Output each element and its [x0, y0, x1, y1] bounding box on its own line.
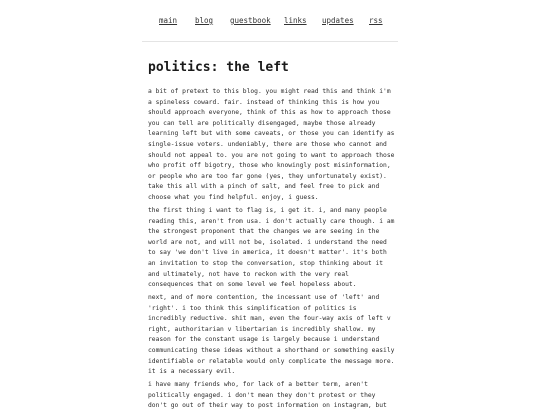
paragraph-line: politically engaged. i don't mean they don't protest or they	[148, 391, 376, 399]
paragraph-line: identifiable or relatable would only complicate the message more.	[148, 357, 395, 365]
paragraph-line: reading this, aren't from usa. i don't actually care though. i am	[148, 217, 395, 225]
post-paragraph	[148, 206, 394, 291]
paragraph-line: to say 'we don't live in america, it doesn't matter'. it's both	[148, 249, 387, 257]
paragraph-line: i have many friends who, for lack of a better term, aren't	[148, 381, 368, 388]
paragraph-line: single-issue voters. undeniably, there are those who cannot and	[148, 140, 387, 148]
paragraph-line: 'right'. i too think this simplification of politics is	[148, 304, 357, 312]
paragraph-line: consequences that on some level we feel hopeless about.	[148, 281, 357, 289]
paragraph-line: right, authoritarian v libertarian is incredibly shallow. my	[148, 325, 376, 333]
header-divider	[142, 41, 398, 42]
paragraph-line: learning left but with some caveats, or those you can identify as	[148, 130, 395, 138]
paragraph-line: next, and of more contention, the incessant use of 'left' and	[148, 294, 380, 301]
paragraph-line: an invitation to stop the conversation, stop thinking about it	[148, 259, 384, 267]
paragraph-line: a bit of pretext to this blog. you might read this and think i'm	[148, 88, 391, 95]
nav-link-rss[interactable]: rss	[369, 16, 383, 25]
post-paragraph	[148, 87, 394, 204]
paragraph-line: and ultimately, not have to reckon with the very real	[148, 270, 349, 278]
top-navigation	[0, 0, 540, 42]
paragraph-line: world are not, and will not be, isolated. i understand the need	[148, 238, 387, 246]
paragraph-line: you can tell are politically disengaged, maybe those already	[148, 119, 376, 127]
paragraph-line: don't go out of their way to post information on instagram, but	[148, 402, 387, 410]
post-title: politics: the left	[148, 60, 289, 75]
paragraph-line: take this all with a pinch of salt, and feel free to pick and	[148, 183, 380, 191]
paragraph-line: the strongest proponent that the changes we are seeing in the	[148, 228, 380, 236]
paragraph-line: incredibly reductive. shit man, even the four-way axis of left v	[148, 315, 391, 323]
nav-link-blog[interactable]: blog	[195, 16, 214, 25]
post-paragraph	[148, 293, 394, 378]
post-paragraph	[148, 380, 387, 412]
paragraph-line: or people who are too far gone (yes, they unfortunately exist).	[148, 172, 387, 180]
paragraph-line: reason for the constant usage is largely because i understand	[148, 336, 380, 344]
nav-link-guestbook[interactable]: guestbook	[230, 16, 271, 25]
blog-post	[148, 56, 398, 410]
paragraph-line: the first thing i want to flag is, i get it. i, and many people	[148, 207, 387, 214]
nav-link-updates[interactable]: updates	[322, 16, 354, 25]
paragraph-line: it is a necessary evil.	[148, 368, 236, 376]
nav-link-links[interactable]: links	[284, 16, 307, 25]
paragraph-line: should not appeal to. you are not going to want to approach those	[148, 151, 395, 159]
nav-link-main[interactable]: main	[159, 16, 178, 25]
paragraph-line: a spineless coward. fair. instead of thinking this is how you	[148, 98, 380, 106]
paragraph-line: communicating these ideas without a shorthand or something easily	[148, 346, 395, 354]
paragraph-line: should approach everyone, think of this as how to approach those	[148, 109, 391, 117]
paragraph-line: choose what you find helpful. enjoy, i guess.	[148, 193, 319, 201]
paragraph-line: who profit off bigotry, those who knowingly post misinformation,	[148, 162, 391, 170]
